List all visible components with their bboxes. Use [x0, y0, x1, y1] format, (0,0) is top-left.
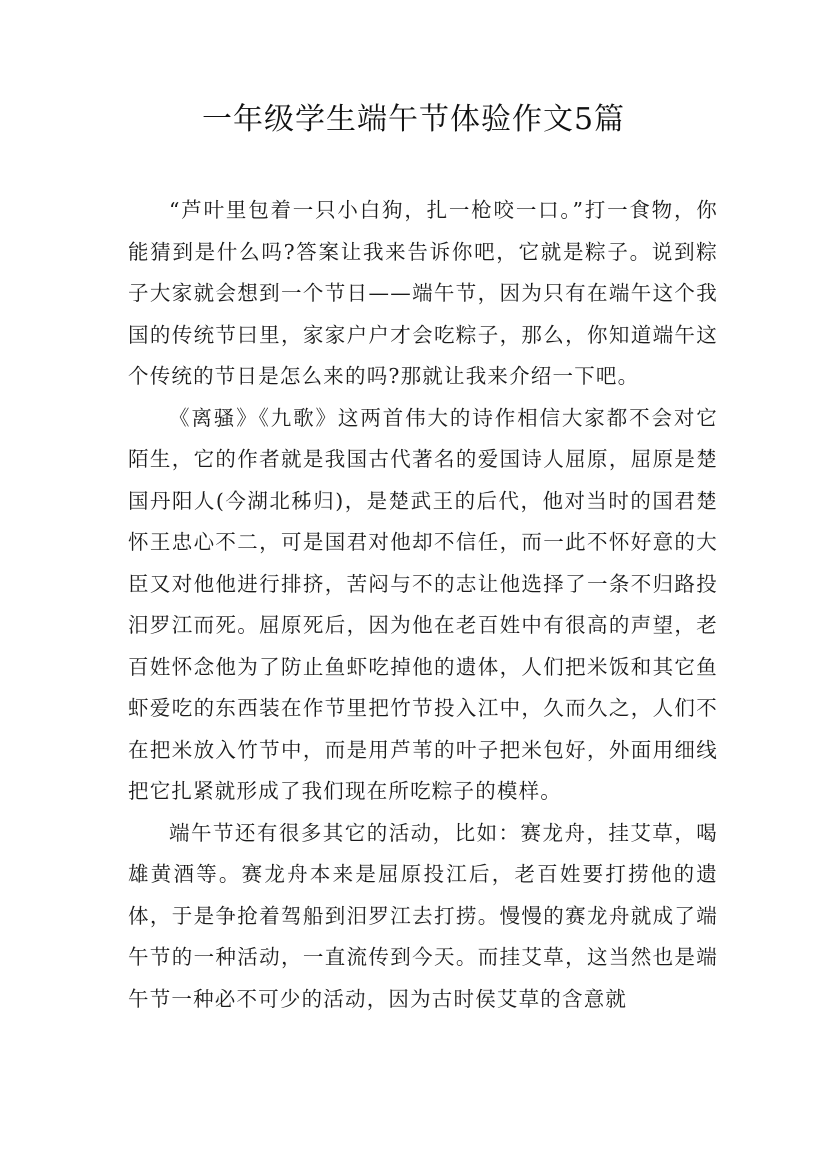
- paragraph-1: “芦叶里包着一只小白狗，扎一枪咬一口。”打一食物，你能猜到是什么吗?答案让我来告诉你吧，它就是粽子。说到粽子大家就会想到一个节日——端午节，因为只有在端午这个我国的传统节曰里，家家户户才会吃粽子，那么，你知道端午这个传统的节日是怎么来的吗?那就让我来介绍一下吧。: [128, 198, 718, 388]
- paragraph-2: 《离骚》《九歌》这两首伟大的诗作相信大家都不会对它陌生，它的作者就是我国古代著名的爱国诗人屈原，屈原是楚国丹阳人(今湖北秭归)，是楚武王的后代，他对当时的国君楚怀王忠心不二，可是国君对他却不信任，而一此不怀好意的大臣又对他他进行排挤，苦闷与不的志让他选择了一条不归路投汨罗江而死。屈原死后，因为他在老百姓中有很高的声望，老百姓怀念他为了防止鱼虾吃掉他的遗体，人们把米饭和其它鱼虾爱吃的东西装在作节里把竹节投入江中，久而久之，人们不在把米放入竹节中，而是用芦苇的叶子把米包好，外面用细线把它扎紧就形成了我们现在所吃粽子的模样。: [128, 405, 718, 803]
- document-title: 一年级学生端午节体验作文5篇: [201, 102, 626, 137]
- document-body: [128, 190, 718, 1020]
- paragraph-3: 端午节还有很多其它的活动，比如：赛龙舟，挂艾草，喝雄黄酒等。赛龙舟本来是屈原投江后，老百姓要打捞他的遗体，于是争抢着驾船到汨罗江去打捞。慢慢的赛龙舟就成了端午节的一种活动，一直流传到今天。而挂艾草，这当然也是端午节一种必不可少的活动，因为古时侯艾草的含意就: [128, 820, 718, 1011]
